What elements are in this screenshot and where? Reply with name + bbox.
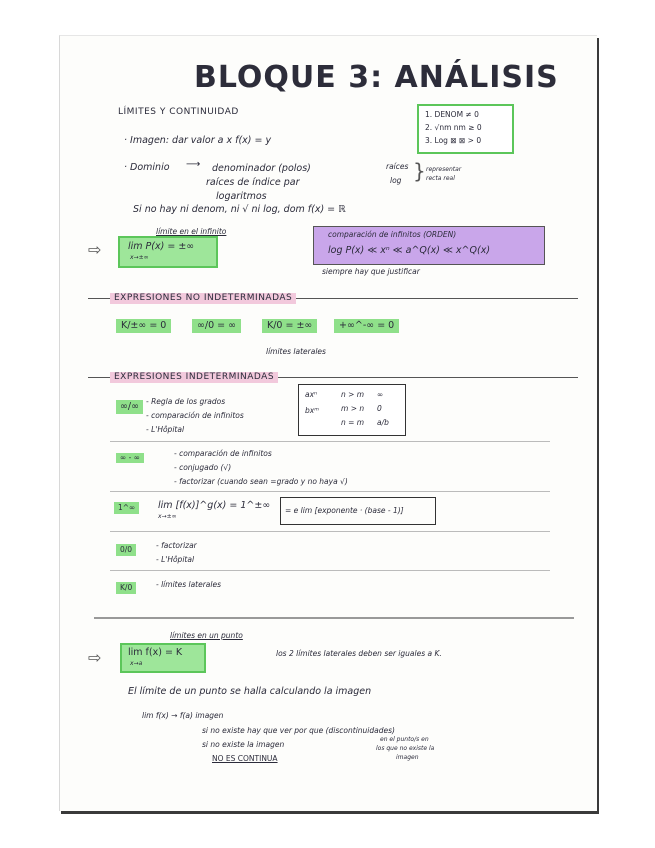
dominio-item: denominador (polos): [212, 163, 311, 174]
laterales-note: límites laterales: [266, 347, 326, 356]
indet-inf-over-inf: ∞/∞: [116, 400, 143, 414]
right-arrow-icon: ⇨: [88, 240, 102, 259]
no-indet-item: +∞^-∞ = 0: [334, 319, 399, 333]
indet-method: - comparación de infinitos: [174, 449, 272, 458]
grados-cell: n > m: [341, 390, 365, 399]
indet-method: - conjugado (√): [174, 463, 232, 472]
indet-zero-zero: 0/0: [116, 544, 136, 556]
comparacion-label: comparación de infinitos (ORDEN): [328, 230, 457, 239]
comparacion-infinitos-box: [313, 226, 545, 265]
brace-icon: }: [413, 159, 426, 183]
limite-punto-sub: x→a: [130, 660, 143, 667]
arrow-icon: ⟶: [186, 159, 201, 170]
indet-method: - factorizar: [156, 541, 197, 550]
conditions-box: [417, 104, 514, 154]
divider: [110, 441, 550, 442]
grados-cell: 0: [377, 404, 382, 413]
grados-table: [298, 384, 406, 436]
indet-method: - factorizar (cuando sean =grado y no haya √): [174, 477, 348, 486]
one-inf-limit: lim [f(x)]^g(x) = 1^±∞: [158, 500, 271, 511]
imagen-note: · Imagen: dar valor a x f(x) = y: [124, 135, 272, 146]
divider: [110, 570, 550, 571]
right-arrow-icon: ⇨: [88, 648, 102, 667]
indet-method: - L'Hôpital: [146, 425, 185, 434]
limite-punto-box: [120, 643, 206, 673]
no-continua-note: NO ES CONTINUA: [212, 754, 278, 763]
justificar-note: siempre hay que justificar: [322, 267, 420, 276]
condition-2: 2. √nm nm ≥ 0: [425, 123, 482, 132]
indet-method: - límites laterales: [156, 580, 222, 589]
condition-1: 1. DENOM ≠ 0: [425, 110, 479, 119]
indet-inf-minus-inf: ∞ - ∞: [116, 453, 144, 463]
limite-infinito-formula: lim P(x) = ±∞: [128, 241, 195, 252]
indet-method: - Regla de los grados: [146, 397, 226, 406]
grados-cell: a/b: [377, 418, 389, 427]
grados-cell: m > n: [341, 404, 365, 413]
limite-punto-formula: lim f(x) = K: [128, 647, 183, 658]
limite-infinito-sub: x→±∞: [130, 254, 149, 261]
condition-3: 3. Log ⊠ ⊠ > 0: [425, 136, 482, 145]
no-indet-item: K/0 = ±∞: [262, 319, 317, 333]
limite-infinito-label: límite en el infinito: [156, 227, 227, 236]
dominio-note: · Dominio: [124, 162, 170, 173]
section-heading-no-indeterminadas: EXPRESIONES NO INDETERMINADAS: [110, 293, 296, 304]
divider: [94, 617, 574, 619]
one-inf-result: = e lim [exponente · (base - 1)]: [280, 497, 436, 525]
indet-method: - comparación de infinitos: [146, 411, 244, 420]
grados-cell: n = m: [341, 418, 365, 427]
comparacion-formula: log P(x) ≪ xⁿ ≪ a^Q(x) ≪ x^Q(x): [328, 245, 491, 256]
dominio-item: logaritmos: [216, 191, 267, 202]
limite-infinito-box: [118, 236, 218, 268]
section-heading-limites: LÍMITES Y CONTINUIDAD: [118, 107, 239, 117]
log-note: log: [390, 176, 402, 185]
indet-k-zero: K/0: [116, 582, 136, 594]
no-indet-item: ∞/0 = ∞: [192, 319, 241, 333]
limite-punto-step: si no existe hay que ver por que (discontinuidades): [202, 726, 395, 735]
dominio-item: raíces de índice par: [206, 177, 300, 188]
laterales-iguales-note: los 2 límites laterales deben ser iguales a K.: [276, 649, 442, 658]
divider: [110, 531, 550, 532]
representar-note: representar: [426, 166, 462, 173]
no-indet-item: K/±∞ = 0: [116, 319, 171, 333]
limite-punto-step: si no existe la imagen: [202, 740, 285, 749]
page-title: BLOQUE 3: ANÁLISIS: [194, 60, 559, 95]
sinohay-note: Si no hay ni denom, ni √ ni log, dom f(x) = ℝ: [133, 204, 346, 215]
recta-real-note: recta real: [426, 175, 455, 182]
grados-cell: axⁿ: [305, 390, 318, 399]
divider: [110, 491, 550, 492]
grados-cell: bxᵐ: [305, 406, 319, 415]
limite-punto-label: límites en un punto: [170, 631, 243, 640]
indet-one-inf: 1^∞: [114, 502, 139, 514]
side-note: imagen: [396, 754, 419, 761]
indet-method: - L'Hôpital: [156, 555, 195, 564]
limite-punto-step: lim f(x) → f(a) imagen: [142, 711, 224, 720]
raices-note: raíces: [386, 162, 409, 171]
side-note: los que no existe la: [376, 745, 435, 752]
side-note: en el punto/s en: [380, 736, 429, 743]
grados-cell: ∞: [377, 390, 384, 399]
limite-punto-explanation: El límite de un punto se halla calculando la imagen: [128, 686, 372, 697]
section-heading-indeterminadas: EXPRESIONES INDETERMINADAS: [110, 372, 278, 383]
one-inf-sub: x→±∞: [158, 513, 177, 520]
